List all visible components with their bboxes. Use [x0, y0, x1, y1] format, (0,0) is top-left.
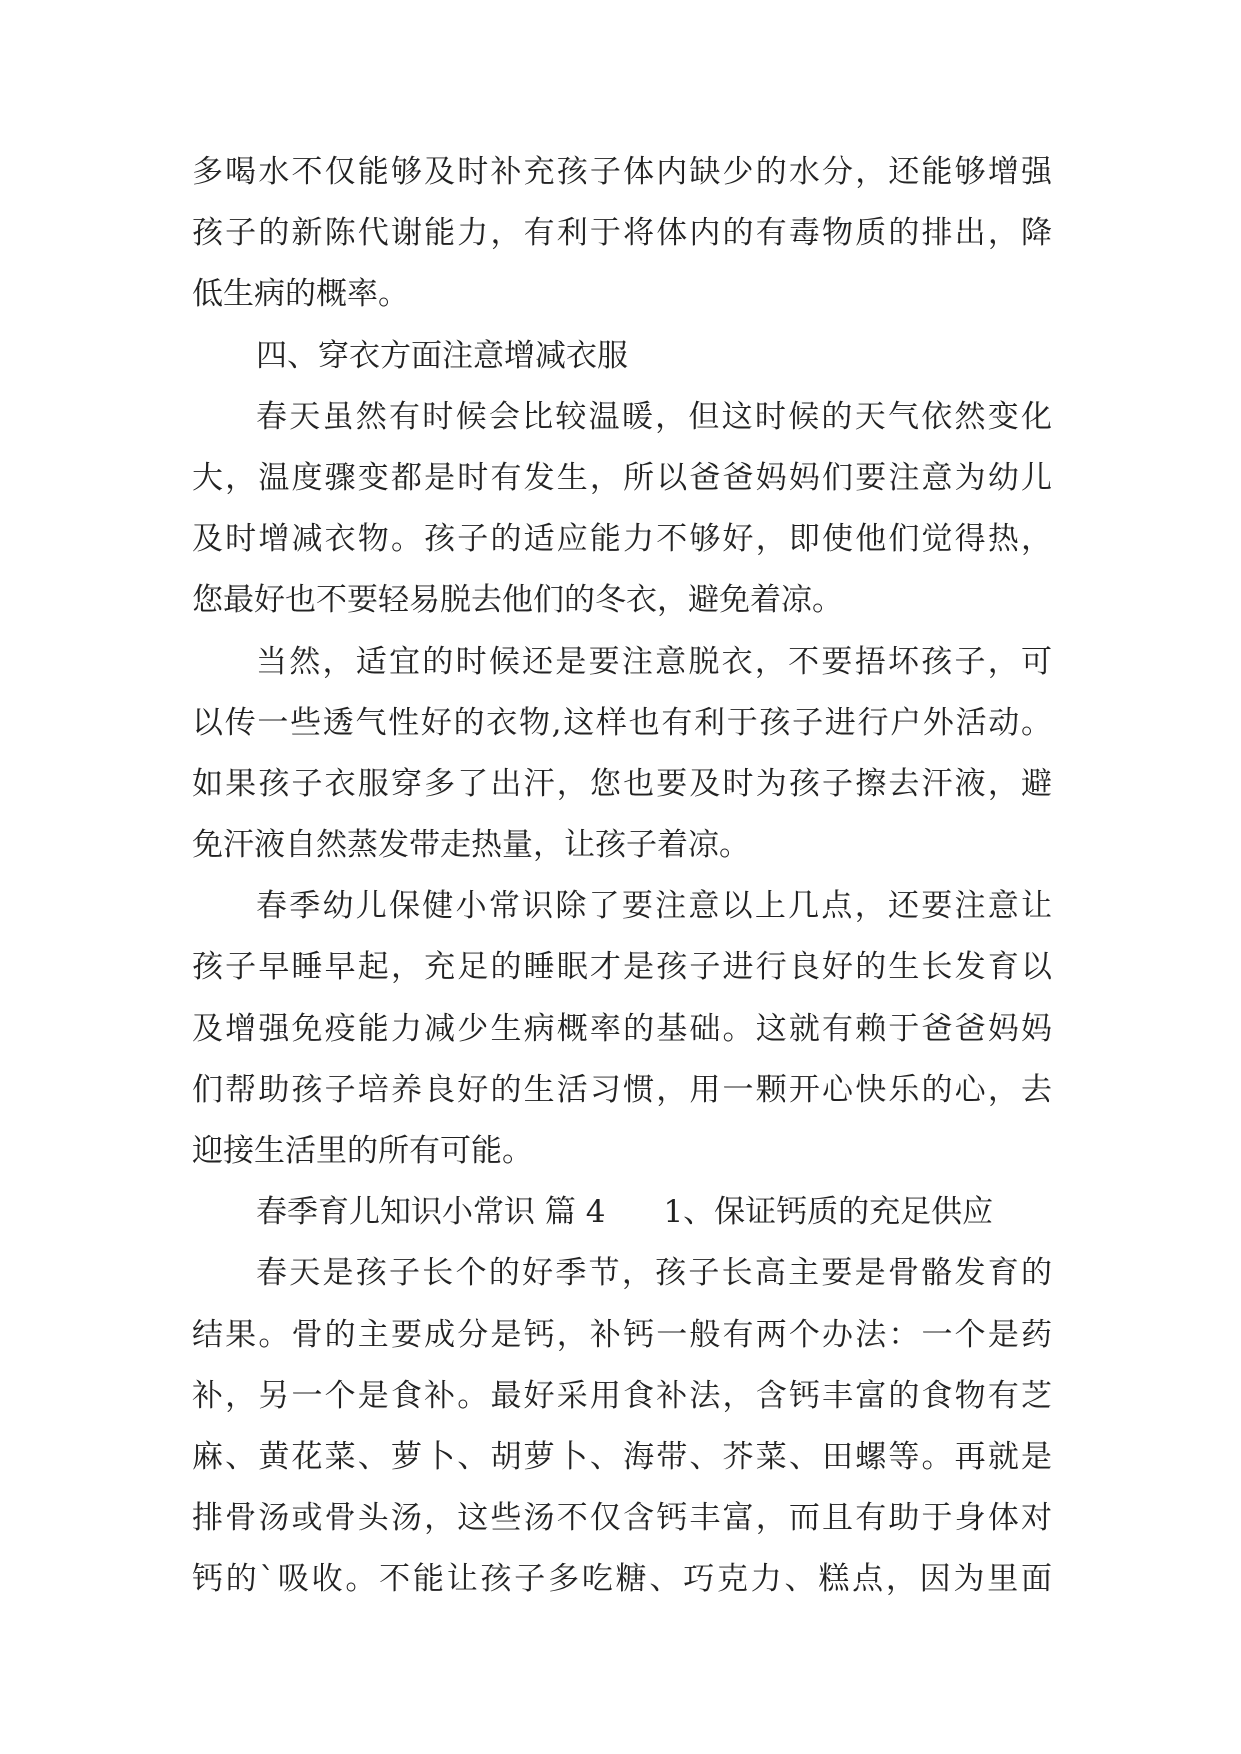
- text-line: 麻、黄花菜、萝卜、胡萝卜、海带、芥菜、田螺等。再就是: [192, 1438, 1052, 1475]
- text-line: 孩子的新陈代谢能力，有利于将体内的有毒物质的排出，降: [192, 215, 1052, 252]
- article-title: 春季育儿知识小常识 篇 4: [256, 1194, 606, 1231]
- text-line: 钙的`吸收。不能让孩子多吃糖、巧克力、糕点，因为里面: [192, 1561, 1052, 1598]
- text-line: 以传一些透气性好的衣物,这样也有利于孩子进行户外活动。: [192, 704, 1052, 741]
- subsection-heading: 1、保证钙质的充足供应: [663, 1194, 994, 1231]
- text-line: 们帮助孩子培养良好的生活习惯，用一颗开心快乐的心，去: [192, 1071, 1052, 1108]
- article-heading-line: [192, 1182, 1052, 1243]
- text-line: 排骨汤或骨头汤，这些汤不仅含钙丰富，而且有助于身体对: [192, 1500, 1052, 1537]
- text-line: 春天虽然有时候会比较温暖，但这时候的天气依然变化: [256, 398, 1052, 435]
- text-line: 多喝水不仅能够及时补充孩子体内缺少的水分，还能够增强: [192, 154, 1052, 190]
- text-line: 及增强免疫能力减少生病概率的基础。这就有赖于爸爸妈妈: [192, 1010, 1052, 1047]
- body-text: [192, 142, 1052, 1611]
- text-line: 春天是孩子长个的好季节，孩子长高主要是骨骼发育的: [256, 1255, 1052, 1292]
- text-line: 及时增减衣物。孩子的适应能力不够好，即使他们觉得热，: [192, 521, 1052, 558]
- text-line: 大，温度骤变都是时有发生，所以爸爸妈妈们要注意为幼儿: [192, 459, 1052, 496]
- text-line: 您最好也不要轻易脱去他们的冬衣，避免着凉。: [192, 582, 843, 619]
- text-line: 春季幼儿保健小常识除了要注意以上几点，还要注意让: [256, 888, 1052, 925]
- text-line: 孩子早睡早起，充足的睡眠才是孩子进行良好的生长发育以: [192, 949, 1052, 986]
- text-line: 如果孩子衣服穿多了出汗，您也要及时为孩子擦去汗液，避: [192, 765, 1052, 802]
- text-line: 补，另一个是食补。最好采用食补法，含钙丰富的食物有芝: [192, 1377, 1052, 1414]
- section-heading: 四、穿衣方面注意增减衣服: [256, 337, 628, 374]
- text-line: 当然，适宜的时候还是要注意脱衣，不要捂坏孩子，可: [256, 643, 1052, 680]
- text-line: 免汗液自然蒸发带走热量，让孩子着凉。: [192, 827, 750, 864]
- text-line: 结果。骨的主要成分是钙，补钙一般有两个办法：一个是药: [192, 1316, 1052, 1353]
- text-line: 低生病的概率。: [192, 276, 409, 313]
- text-line: 迎接生活里的所有可能。: [192, 1133, 533, 1169]
